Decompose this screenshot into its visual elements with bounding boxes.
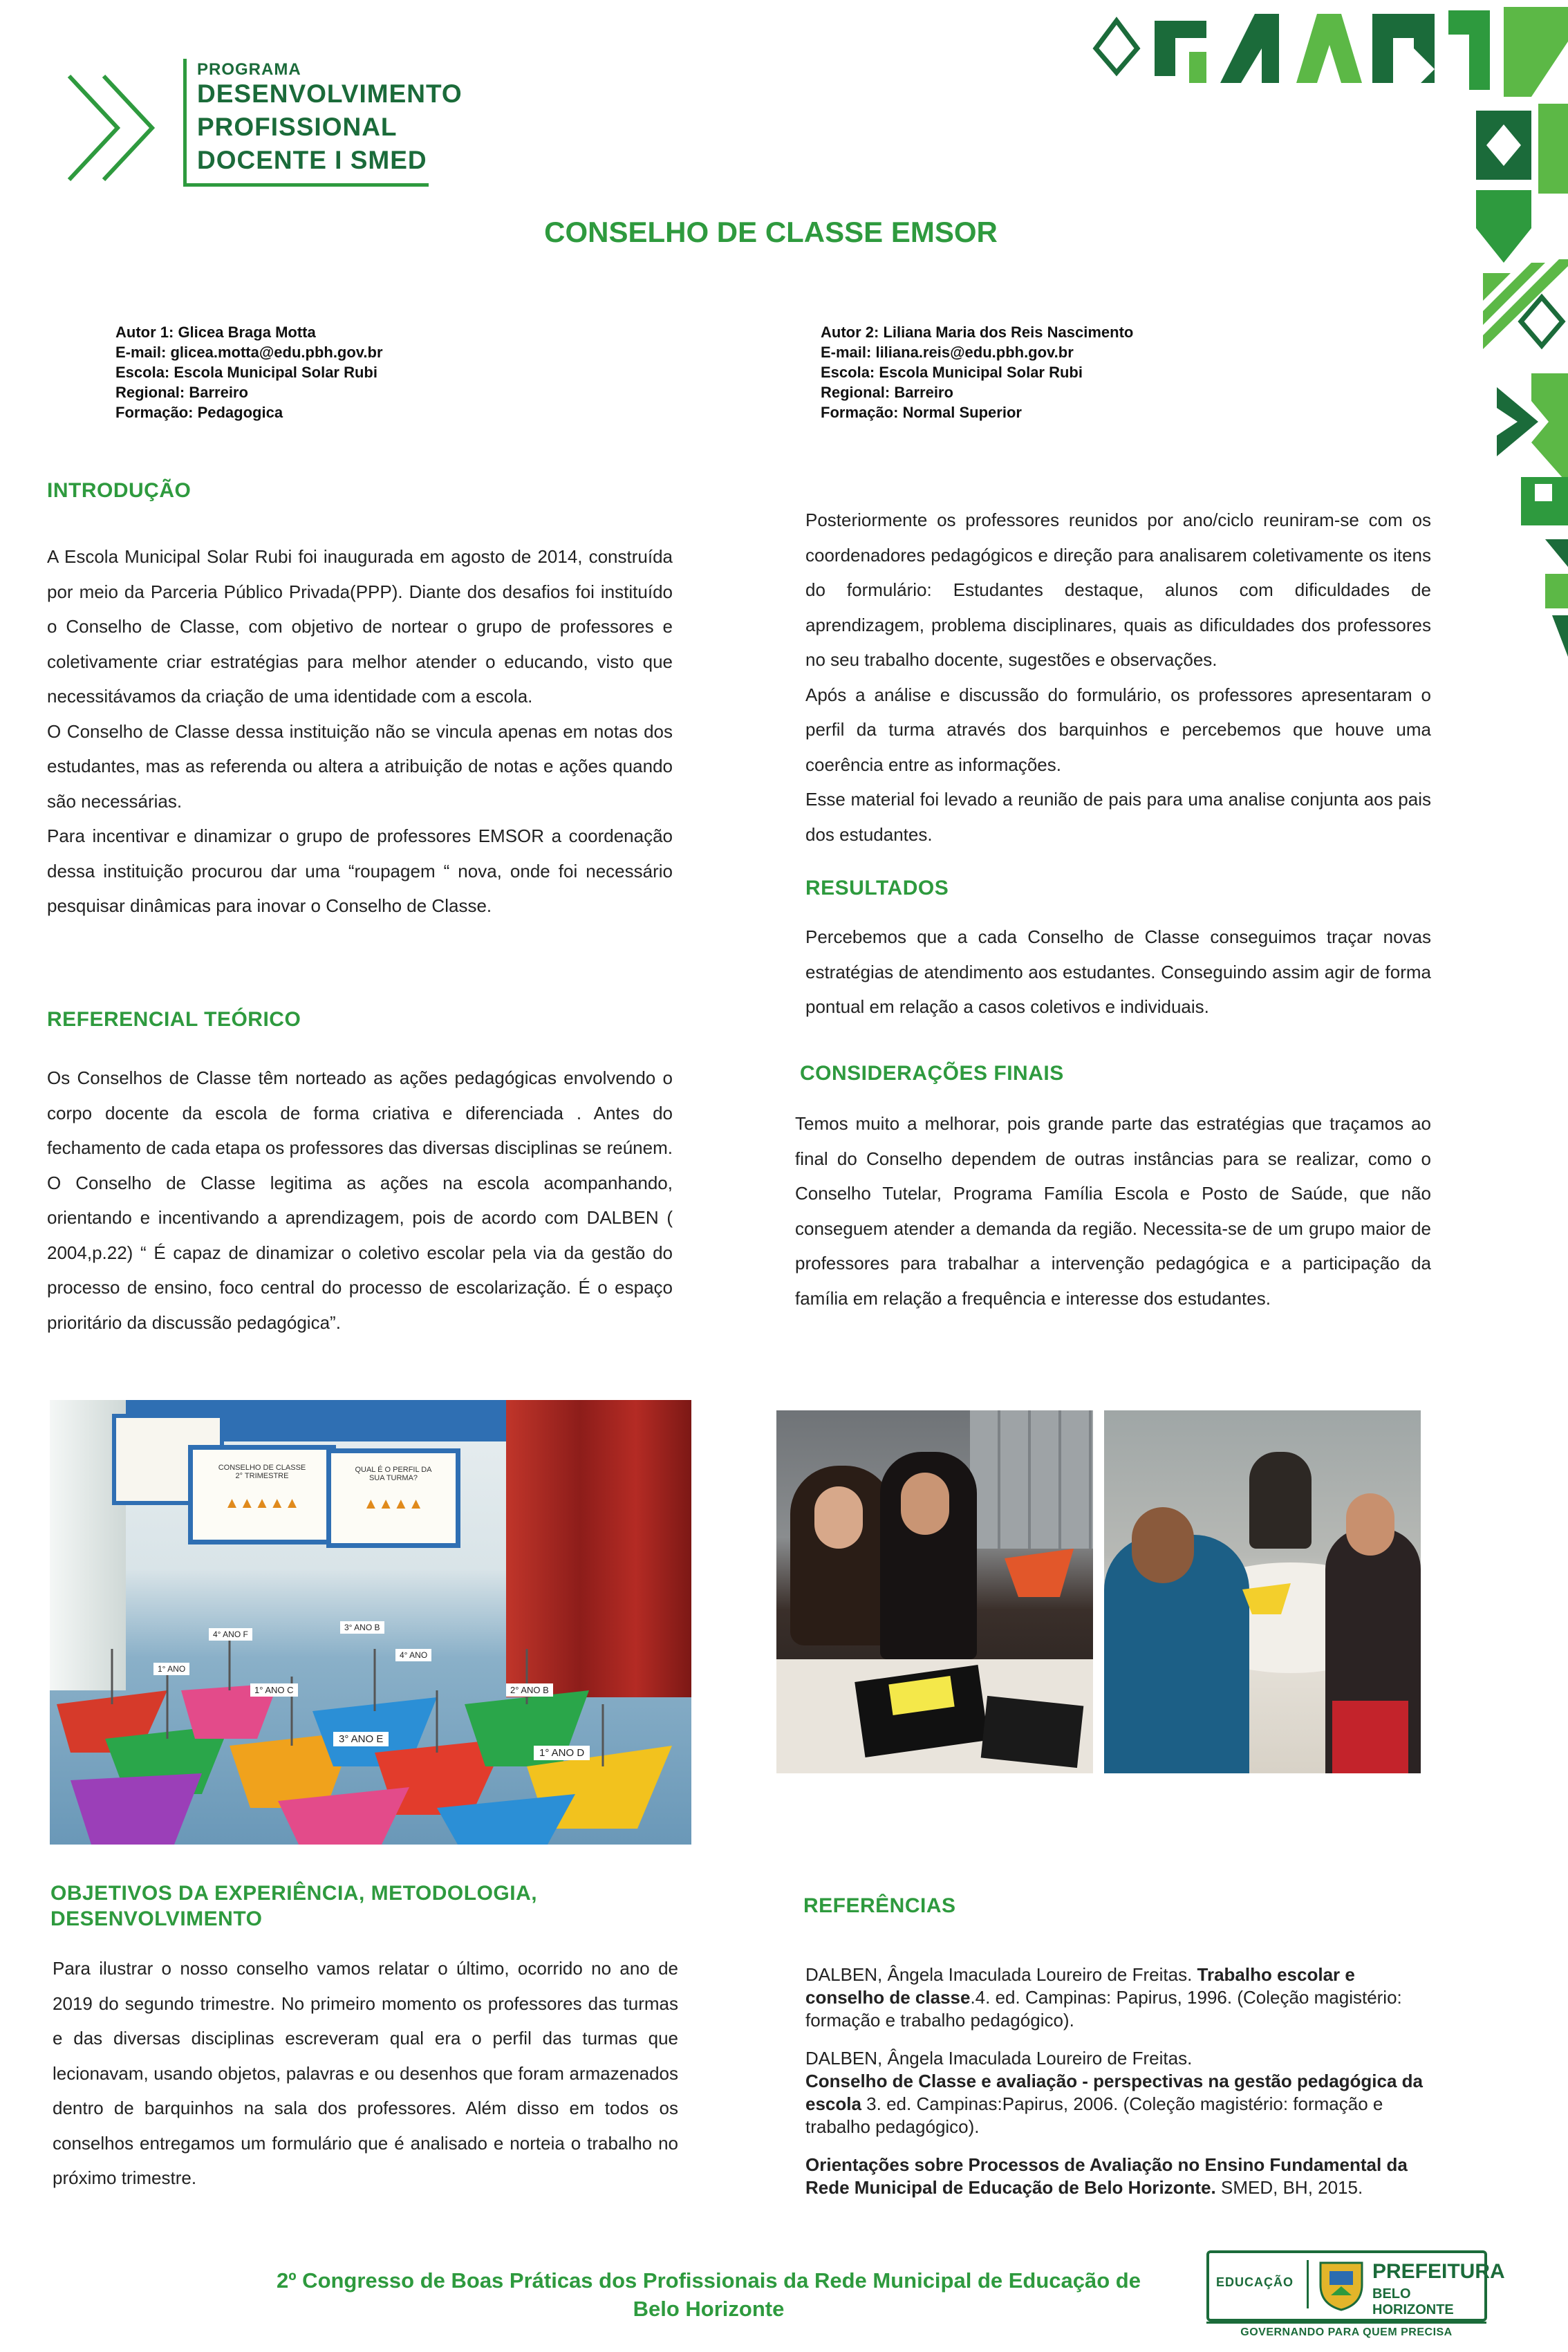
reference-1-author: DALBEN, Ângela Imaculada Loureiro de Freitas. — [805, 1964, 1197, 1985]
poster-title: CONSELHO DE CLASSE EMSOR — [544, 216, 998, 248]
logo-box-divider — [1307, 2260, 1309, 2308]
resultados-heading: RESULTADOS — [805, 877, 949, 899]
intro-heading: INTRODUÇÃO — [47, 479, 192, 502]
boat-tag-6: 3° ANO E — [333, 1732, 389, 1746]
reference-1-title: Trabalho escolar e conselho de classe — [805, 1964, 1355, 2008]
boat-tag-3: 4° ANO — [395, 1649, 431, 1661]
reference-3-title: Orientações sobre Processos de Avaliação no Ensino Fundamental da Rede Municipal de Educação de Belo Horizonte. — [805, 2154, 1408, 2198]
poster-conselho — [188, 1445, 336, 1544]
logo-text-programa: PROGRAMA — [197, 60, 301, 79]
logo-text-docente: DOCENTE I SMED — [197, 146, 427, 174]
objetivos-heading — [50, 1880, 537, 1932]
poster-perfil — [326, 1448, 460, 1548]
referencias-list — [805, 1963, 1438, 2214]
boat-tag-1: 3° ANO B — [340, 1621, 384, 1634]
intro-paragraph-2: O Conselho de Classe dessa instituição não se vincula apenas em notas dos estudantes, mas as referenda ou altera a atribuição de notas e ações quando são necessárias. — [47, 720, 673, 812]
author1-regional: Regional: Barreiro — [115, 384, 248, 401]
intro-paragraph-1: A Escola Municipal Solar Rubi foi inaugurada em agosto de 2014, construída por meio da Parceria Público Privada(PPP). Diante dos desafios foi instituído o Conselho de Classe, com objetivo de nortear o grupo de professores e coletivamente criar estratégias para melhor atender o educando, visto que necessitávamos da criação de uma identidade com a escola. — [47, 546, 673, 707]
resultados-paragraph-1: Percebemos que a cada Conselho de Classe conseguimos traçar novas estratégias de atendimento aos estudantes. Conseguindo assim agir de forma pontual em relação a casos coletivos e individuais. — [805, 926, 1431, 1017]
person-middle-face — [901, 1473, 949, 1535]
orange-boat — [1005, 1549, 1074, 1597]
belo-horizonte-label: BELO HORIZONTE — [1372, 2286, 1454, 2317]
slogan-bar — [1206, 2322, 1486, 2324]
lockers — [970, 1410, 1093, 1549]
right-paragraph-1: Posteriormente os professores reunidos por ano/ciclo reuniram-se com os coordenadores pedagógicos e direção para analisarem coletivamente os itens do formulário: Estudantes destaque, alunos com dificuldades de aprendizagem, problema disciplinares, quais as dificuldades dos professores no seu trabalho docente, sugestões e observações. — [805, 510, 1431, 670]
chevron-icon — [66, 69, 169, 187]
reference-2 — [805, 2047, 1438, 2138]
author2-regional: Regional: Barreiro — [821, 384, 953, 401]
author1-formation: Formação: Pedagogica — [115, 404, 283, 421]
referencial-heading: REFERENCIAL TEÓRICO — [47, 1008, 301, 1031]
logo-divider — [183, 59, 187, 187]
poster-perfil-line1: QUAL É O PERFIL DA — [355, 1466, 432, 1474]
consideracoes-heading: CONSIDERAÇÕES FINAIS — [800, 1062, 1064, 1085]
photo-paper-boats — [50, 1400, 691, 1845]
boat-tag-8: 4° ANO F — [209, 1628, 252, 1641]
author2-school: Escola: Escola Municipal Solar Rubi — [821, 364, 1083, 381]
author2-name: Autor 2: Liliana Maria dos Reis Nascimento — [821, 324, 1134, 341]
reference-2-title: Conselho de Classe e avaliação - perspectivas na gestão pedagógica da escola — [805, 2071, 1424, 2114]
referencial-paragraph-1: Os Conselhos de Classe têm norteado as ações pedagógicas envolvendo o corpo docente da escola de forma criativa e diferenciada . Antes do fechamento de cada etapa os professores das diversas disciplinas se reúnem. O Conselho de Classe legitima as ações na escola acompanhando, orientando e incentivando a aprendizagem, pois de acordo com DALBEN ( 2004,p.22) “ É capaz de dinamizar o coletivo escolar pela via da gestão do processo de ensino, foco central do processo de escolarização. É o espaço prioritário da discussão pedagógica”. — [47, 1067, 673, 1333]
reference-2-details: 3. ed. Campinas:Papirus, 2006. (Coleção magistério: formação e trabalho pedagógico). — [805, 2093, 1383, 2137]
poster-conselho-line1: CONSELHO DE CLASSE — [218, 1464, 306, 1472]
poster-boats-row-2: ▲▲▲▲ — [363, 1495, 424, 1512]
prefeitura-label: PREFEITURA — [1372, 2260, 1505, 2283]
person-blue-face — [1132, 1507, 1194, 1583]
objetivos-heading-line2: DESENVOLVIMENTO — [50, 1907, 263, 1930]
boat-tag-4: 2° ANO B — [506, 1683, 553, 1697]
logo-underline — [183, 183, 429, 187]
consideracoes-paragraph-1: Temos muito a melhorar, pois grande parte das estratégias que traçamos ao final do Conselho dependem de outras instâncias para se realizar, como o Conselho Tutelar, Programa Família Escola e Posto de Saúde, que não conseguem atender a demanda da região. Necessita-se de um grupo maior de professores para trabalhar a intervenção pedagógica e a participação da família em relação a frequência e interesse dos estudantes. — [795, 1113, 1431, 1309]
author1-block — [115, 322, 383, 422]
poster-conselho-line2: 2° TRIMESTRE — [235, 1472, 289, 1480]
reference-3-details: SMED, BH, 2015. — [1215, 2177, 1363, 2198]
objetivos-paragraph-1: Para ilustrar o nosso conselho vamos relatar o último, ocorrido no ano de 2019 do segundo trimestre. No primeiro momento os professores das turmas e das diversas disciplinas escreveram qual era o perfil das turmas que lecionavam, usando objetos, palavras e ou desenhos que foram armazenados dentro de barquinhos na sala dos professores. Além disso em todos os conselhos entregamos um formulário que é analisado e norteia o trabalho no próximo trimestre. — [53, 1958, 678, 2188]
boat-tag-5: 1° ANO C — [250, 1683, 298, 1697]
reference-3 — [805, 2154, 1438, 2199]
footer-line2: Belo Horizonte — [633, 2297, 785, 2321]
footer-congress-text — [207, 2266, 1327, 2323]
person-red-face — [1346, 1493, 1394, 1556]
reference-1 — [805, 1963, 1438, 2032]
objetivos-body — [53, 1951, 678, 2196]
reference-1-details: .4. ed. Campinas: Papirus, 1996. (Coleção magistério: formação e trabalho pedagógico). — [805, 1987, 1402, 2031]
photo-teachers-discussion — [1104, 1410, 1421, 1773]
boat-tag-2: 1° ANO — [153, 1663, 189, 1675]
reference-2-author: DALBEN, Ângela Imaculada Loureiro de Freitas. — [805, 2048, 1193, 2069]
author2-block — [821, 322, 1133, 422]
program-logo — [66, 59, 463, 190]
footer-line1: 2º Congresso de Boas Práticas dos Profissionais da Rede Municipal de Educação de — [277, 2268, 1141, 2293]
objetivos-heading-line1: OBJETIVOS DA EXPERIÊNCIA, METODOLOGIA, — [50, 1882, 538, 1905]
resultados-body — [805, 920, 1431, 1025]
intro-body — [47, 539, 673, 924]
logo-text-desenvolvimento: DESENVOLVIMENTO — [197, 80, 463, 108]
person-back — [1249, 1452, 1312, 1549]
red-pants — [1332, 1701, 1408, 1773]
right-paragraph-3: Esse material foi levado a reunião de pais para uma analise conjunta aos pais dos estudantes. — [805, 789, 1431, 845]
author1-school: Escola: Escola Municipal Solar Rubi — [115, 364, 377, 381]
author1-email: E-mail: glicea.motta@edu.pbh.gov.br — [115, 344, 383, 361]
paper-boats-illustration — [50, 1607, 691, 1845]
right-paragraph-2: Após a análise e discussão do formulário, os professores apresentaram o perfil da turma através dos barquinhos e percebemos que houve uma coerência entre as informações. — [805, 684, 1431, 775]
black-folder-2 — [981, 1696, 1084, 1768]
author1-name: Autor 1: Glicea Braga Motta — [115, 324, 316, 341]
slogan-label: GOVERNANDO PARA QUEM PRECISA — [1240, 2326, 1453, 2338]
author2-formation: Formação: Normal Superior — [821, 404, 1022, 421]
boat-tag-7: 1° ANO D — [534, 1746, 590, 1760]
referencias-heading: REFERÊNCIAS — [803, 1894, 956, 1917]
coat-of-arms-icon — [1317, 2257, 1365, 2311]
poster-perfil-line2: SUA TURMA? — [368, 1474, 418, 1482]
consideracoes-body — [795, 1106, 1431, 1316]
pbh-logo — [1206, 2250, 1505, 2340]
logo-text-profissional: PROFISSIONAL — [197, 113, 398, 141]
author2-email: E-mail: liliana.reis@edu.pbh.gov.br — [821, 344, 1074, 361]
educacao-label: EDUCAÇÃO — [1216, 2275, 1294, 2289]
intro-paragraph-3: Para incentivar e dinamizar o grupo de professores EMSOR a coordenação dessa instituição procurou dar uma “roupagem “ nova, onde foi necessário pesquisar dinâmicas para inovar o Conselho de Classe. — [47, 825, 673, 916]
person-left-face — [814, 1486, 863, 1549]
poster-boats-row: ▲▲▲▲▲ — [224, 1494, 300, 1511]
right-column-body — [805, 503, 1431, 852]
photo-teachers-table — [776, 1410, 1093, 1773]
referencial-body — [47, 1061, 673, 1340]
